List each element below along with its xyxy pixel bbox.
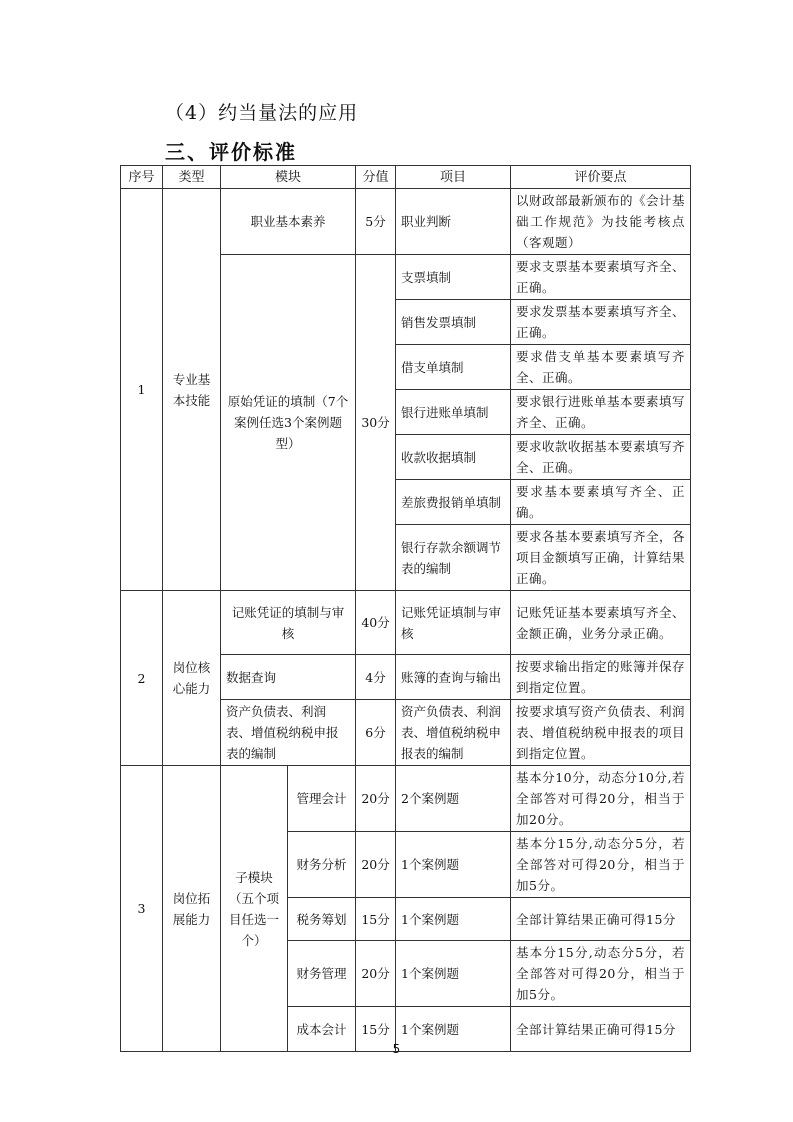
submodule-score: 15分 bbox=[356, 1007, 396, 1052]
header-module: 模块 bbox=[221, 166, 356, 189]
item-point: 基本分10分，动态分10分,若全部答对可得20分，相当于加20分。 bbox=[511, 766, 691, 832]
submodule-score: 20分 bbox=[356, 832, 396, 898]
header-score: 分值 bbox=[356, 166, 396, 189]
header-point: 评价要点 bbox=[511, 166, 691, 189]
item-name: 1个案例题 bbox=[396, 832, 511, 898]
item-point: 基本分15分,动态分5分，若全部答对可得20分，相当于加5分。 bbox=[511, 832, 691, 898]
item-point: 按要求填写资产负债表、利润表、增值税纳税申报表的项目到指定位置。 bbox=[511, 700, 691, 766]
page-number: 5 bbox=[392, 1042, 401, 1056]
module-score: 6分 bbox=[356, 700, 396, 766]
item-point: 要求支票基本要素填写齐全、正确。 bbox=[511, 255, 691, 300]
group-no: 1 bbox=[121, 189, 163, 591]
item-point: 要求借支单基本要素填写齐全、正确。 bbox=[511, 345, 691, 390]
item-name: 2个案例题 bbox=[396, 766, 511, 832]
item-point: 全部计算结果正确可得15分 bbox=[511, 1007, 691, 1052]
header-type: 类型 bbox=[163, 166, 221, 189]
item-name: 银行进账单填制 bbox=[396, 390, 511, 435]
item-point: 要求各基本要素填写齐全，各项目金额填写正确，计算结果正确。 bbox=[511, 525, 691, 591]
item-name: 账簿的查询与输出 bbox=[396, 655, 511, 700]
table-row bbox=[121, 591, 691, 655]
item-point: 要求基本要素填写齐全、正确。 bbox=[511, 480, 691, 525]
module-name: 原始凭证的填制（7个案例任选3个案例题型） bbox=[221, 255, 356, 591]
submodule-name: 税务筹划 bbox=[288, 898, 356, 941]
group-type: 岗位拓展能力 bbox=[163, 766, 221, 1052]
module-name: 记账凭证的填制与审核 bbox=[221, 591, 356, 655]
header-no: 序号 bbox=[121, 166, 163, 189]
item-name: 1个案例题 bbox=[396, 898, 511, 941]
module-group: 子模块（五个项目任选一个） bbox=[221, 766, 288, 1052]
submodule-name: 财务管理 bbox=[288, 941, 356, 1007]
item-name: 1个案例题 bbox=[396, 1007, 511, 1052]
submodule-score: 20分 bbox=[356, 941, 396, 1007]
module-name: 数据查询 bbox=[221, 655, 356, 700]
item-point: 要求银行进账单基本要素填写齐全、正确。 bbox=[511, 390, 691, 435]
submodule-name: 管理会计 bbox=[288, 766, 356, 832]
submodule-score: 15分 bbox=[356, 898, 396, 941]
group-no: 3 bbox=[121, 766, 163, 1052]
item-point: 基本分15分,动态分5分，若全部答对可得20分，相当于加5分。 bbox=[511, 941, 691, 1007]
item-name: 银行存款余额调节表的编制 bbox=[396, 525, 511, 591]
section-title: 三、评价标准 bbox=[165, 140, 297, 164]
subsection-heading: （4）约当量法的应用 bbox=[165, 102, 359, 124]
group-type: 岗位核心能力 bbox=[163, 591, 221, 766]
item-point: 要求收款收据基本要素填写齐全、正确。 bbox=[511, 435, 691, 480]
item-point: 记账凭证基本要素填写齐全、金额正确，业务分录正确。 bbox=[511, 591, 691, 655]
item-name: 1个案例题 bbox=[396, 941, 511, 1007]
item-name: 记账凭证填制与审核 bbox=[396, 591, 511, 655]
table-header-row bbox=[121, 166, 691, 189]
item-point: 要求发票基本要素填写齐全、正确。 bbox=[511, 300, 691, 345]
module-name: 资产负债表、利润表、增值税纳税申报表的编制 bbox=[221, 700, 356, 766]
item-name: 支票填制 bbox=[396, 255, 511, 300]
submodule-score: 20分 bbox=[356, 766, 396, 832]
item-point: 按要求输出指定的账簿并保存到指定位置。 bbox=[511, 655, 691, 700]
module-score: 5分 bbox=[356, 189, 396, 255]
module-score: 4分 bbox=[356, 655, 396, 700]
module-score: 40分 bbox=[356, 591, 396, 655]
group-no: 2 bbox=[121, 591, 163, 766]
group-type: 专业基本技能 bbox=[163, 189, 221, 591]
item-name: 借支单填制 bbox=[396, 345, 511, 390]
item-name: 资产负债表、利润表、增值税纳税申报表的编制 bbox=[396, 700, 511, 766]
table-row bbox=[121, 766, 691, 832]
table-row bbox=[121, 189, 691, 255]
item-point: 以财政部最新颁布的《会计基础工作规范》为技能考核点（客观题） bbox=[511, 189, 691, 255]
evaluation-table bbox=[120, 165, 691, 1052]
item-name: 差旅费报销单填制 bbox=[396, 480, 511, 525]
submodule-name: 成本会计 bbox=[288, 1007, 356, 1052]
item-name: 收款收据填制 bbox=[396, 435, 511, 480]
item-name: 职业判断 bbox=[396, 189, 511, 255]
header-item: 项目 bbox=[396, 166, 511, 189]
item-point: 全部计算结果正确可得15分 bbox=[511, 898, 691, 941]
module-score: 30分 bbox=[356, 255, 396, 591]
submodule-name: 财务分析 bbox=[288, 832, 356, 898]
item-name: 销售发票填制 bbox=[396, 300, 511, 345]
module-name: 职业基本素养 bbox=[221, 189, 356, 255]
